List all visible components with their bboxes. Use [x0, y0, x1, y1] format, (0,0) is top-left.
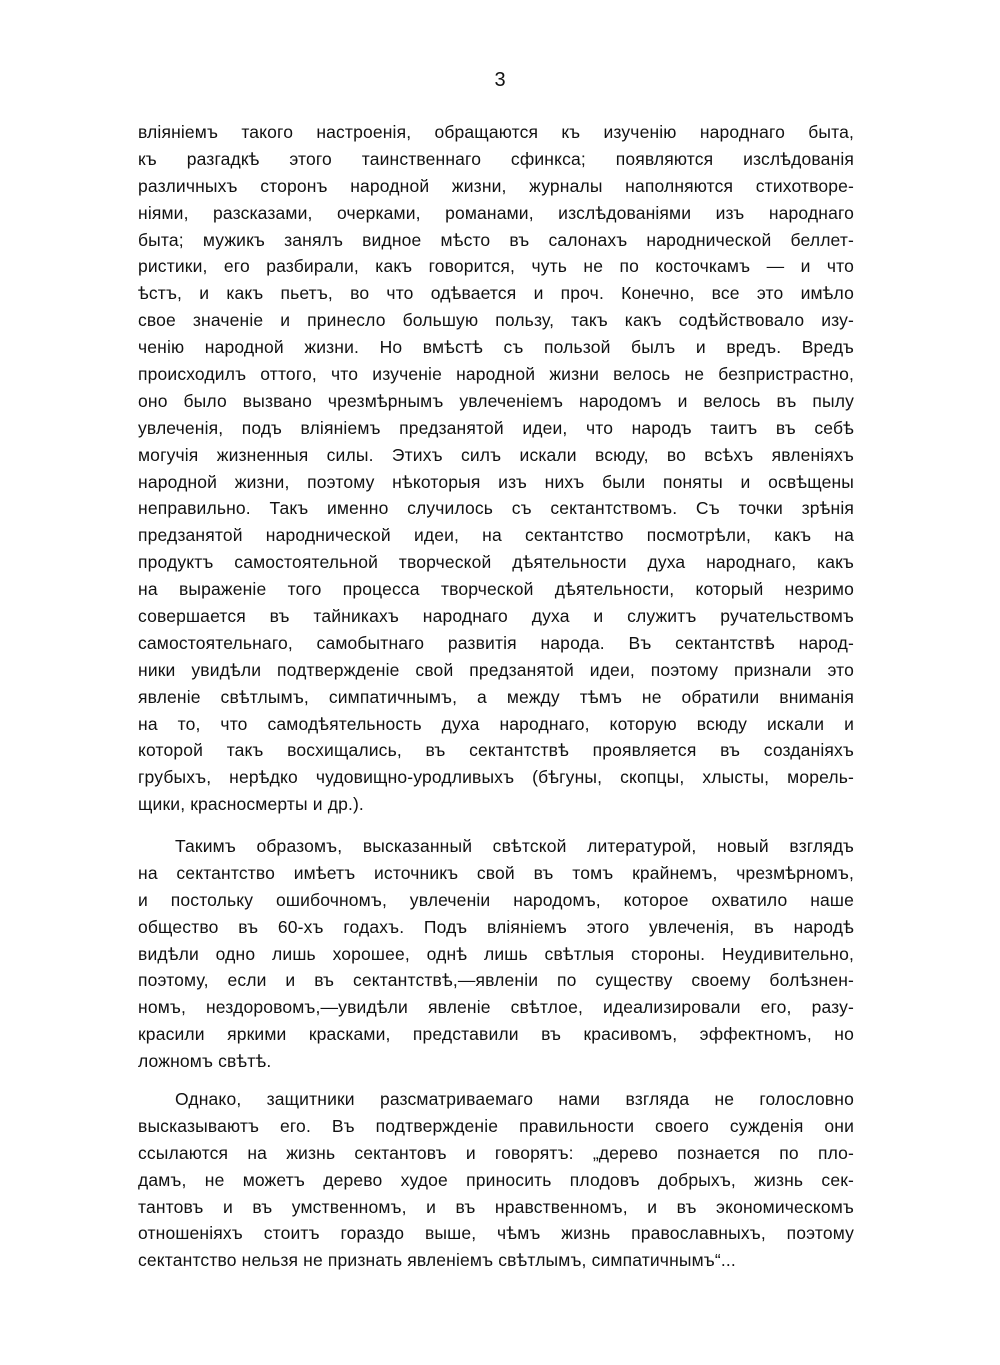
text-line: и постольку ошибочномъ, увлеченіи народомъ, которое охватило наше — [138, 889, 854, 910]
text-line: быта; мужикъ занялъ видное мѣсто въ салонахъ народнической беллет- — [138, 229, 854, 250]
text-line: красили яркими красками, представили въ красивомъ, эффектномъ, но — [138, 1024, 854, 1045]
page-number: 3 — [494, 69, 506, 91]
text-line: сектантство нельзя не признать явленіемъ свѣтлымъ, симпатичнымъ“... — [138, 1250, 736, 1271]
text-line: происходилъ оттого, что изученіе народной жизни велось не безпристрастно, — [138, 364, 854, 385]
text-line: самостоятельнаго, самобытнаго развитія народа. Въ сектантствѣ народ- — [138, 632, 854, 653]
text-line: которой такъ восхищались, въ сектантствѣ проявляется въ созданіяхъ — [138, 740, 854, 761]
text-line: свое значеніе и принесло большую пользу, такъ какъ содѣйствовало изу- — [138, 310, 854, 331]
text-line: Однако, защитники разсматриваемаго нами взгляда не голословно — [175, 1089, 854, 1109]
text-line: дамъ, не можетъ дерево худое приносить плодовъ добрыхъ, жизнь сек- — [138, 1169, 854, 1190]
text-line: предзанятой народнической идеи, на сектантство посмотрѣли, какъ на — [138, 525, 854, 546]
text-line: ристики, его разбирали, какъ говорится, чуть не по косточкамъ — и что — [138, 256, 854, 277]
text-line: на сектантство имѣетъ источникъ свой въ томъ крайнемъ, чрезмѣрномъ, — [138, 862, 854, 883]
text-line: народной жизни, поэтому нѣкоторыя изъ нихъ были поняты и освѣщены — [138, 471, 854, 492]
text-line: общество въ 60-хъ годахъ. Подъ вліяніемъ этого увлеченія, въ народѣ — [138, 916, 854, 937]
text-line: высказываютъ его. Въ подтвержденіе правильности своего сужденія они — [138, 1115, 854, 1136]
paragraph-3 — [138, 1086, 854, 1274]
text-line: щики, красносмерты и др.). — [138, 794, 364, 815]
text-line: продуктъ самостоятельной творческой дѣятельности духа народнаго, какъ — [138, 552, 854, 573]
text-line: явленіе свѣтлымъ, симпатичнымъ, а между тѣмъ не обратили вниманія — [138, 686, 854, 707]
paragraph-1 — [138, 119, 854, 818]
text-line: различныхъ сторонъ народной жизни, журналы наполняются стихотворе- — [138, 175, 854, 196]
text-line: грубыхъ, нерѣдко чудовищно-уродливыхъ (бѣгуны, скопцы, хлысты, морель- — [138, 767, 854, 788]
text-line: ложномъ свѣтѣ. — [138, 1051, 272, 1072]
paragraph-2 — [138, 833, 854, 1075]
text-line: ссылаются на жизнь сектантовъ и говорятъ: „дерево познается по пло- — [138, 1142, 854, 1163]
text-line: оно было вызвано чрезмѣрнымъ увлеченіемъ народомъ и велось въ пылу — [138, 390, 854, 411]
text-line: тантовъ и въ умственномъ, и въ нравственномъ, и въ экономическомъ — [138, 1196, 854, 1217]
text-line: номъ, нездоровомъ,—увидѣли явленіе свѣтлое, идеализировали его, разу- — [138, 997, 854, 1018]
text-line: Такимъ образомъ, высказанный свѣтской литературой, новый взглядъ — [175, 836, 854, 856]
text-line: ники увидѣли подтвержденіе свой предзанятой идеи, поэтому признали это — [138, 659, 854, 680]
text-line: къ разгадкѣ этого таинственнаго сфинкса; появляются изслѣдованія — [138, 148, 854, 169]
text-line: видѣли одно лишь хорошее, однѣ лишь свѣтлыя стороны. Неудивительно, — [138, 943, 854, 964]
text-line: на выраженіе того процесса творческой дѣятельности, который незримо — [138, 579, 854, 600]
text-line: совершается въ тайникахъ народнаго духа и служитъ ручательствомъ — [138, 606, 854, 627]
text-line: ніями, разсказами, очерками, романами, изслѣдованіями изъ народнаго — [138, 202, 854, 223]
text-line: ѣстъ, и какъ пьетъ, во что одѣвается и проч. Конечно, все это имѣло — [138, 283, 854, 304]
text-line: на то, что самодѣятельность духа народнаго, которую всюду искали и — [138, 713, 854, 734]
text-line: могучія жизненныя силы. Этихъ силъ искали всюду, во всѣхъ явленіяхъ — [138, 444, 854, 465]
text-line: поэтому, если и въ сектантствѣ,—явленіи по существу своему болѣзнен- — [138, 970, 854, 991]
text-line: увлеченія, подъ вліяніемъ предзанятой идеи, что народъ таитъ въ себѣ — [138, 417, 854, 438]
text-line: ченію народной жизни. Но вмѣстѣ съ пользой былъ и вредъ. Вредъ — [138, 337, 854, 358]
text-line: отношеніяхъ стоитъ гораздо выше, чѣмъ жизнь православныхъ, поэтому — [138, 1223, 854, 1244]
text-line: неправильно. Такъ именно случилось съ сектантствомъ. Съ точки зрѣнія — [138, 498, 854, 519]
text-line: вліяніемъ такого настроенія, обращаются къ изученію народнаго быта, — [138, 122, 854, 142]
